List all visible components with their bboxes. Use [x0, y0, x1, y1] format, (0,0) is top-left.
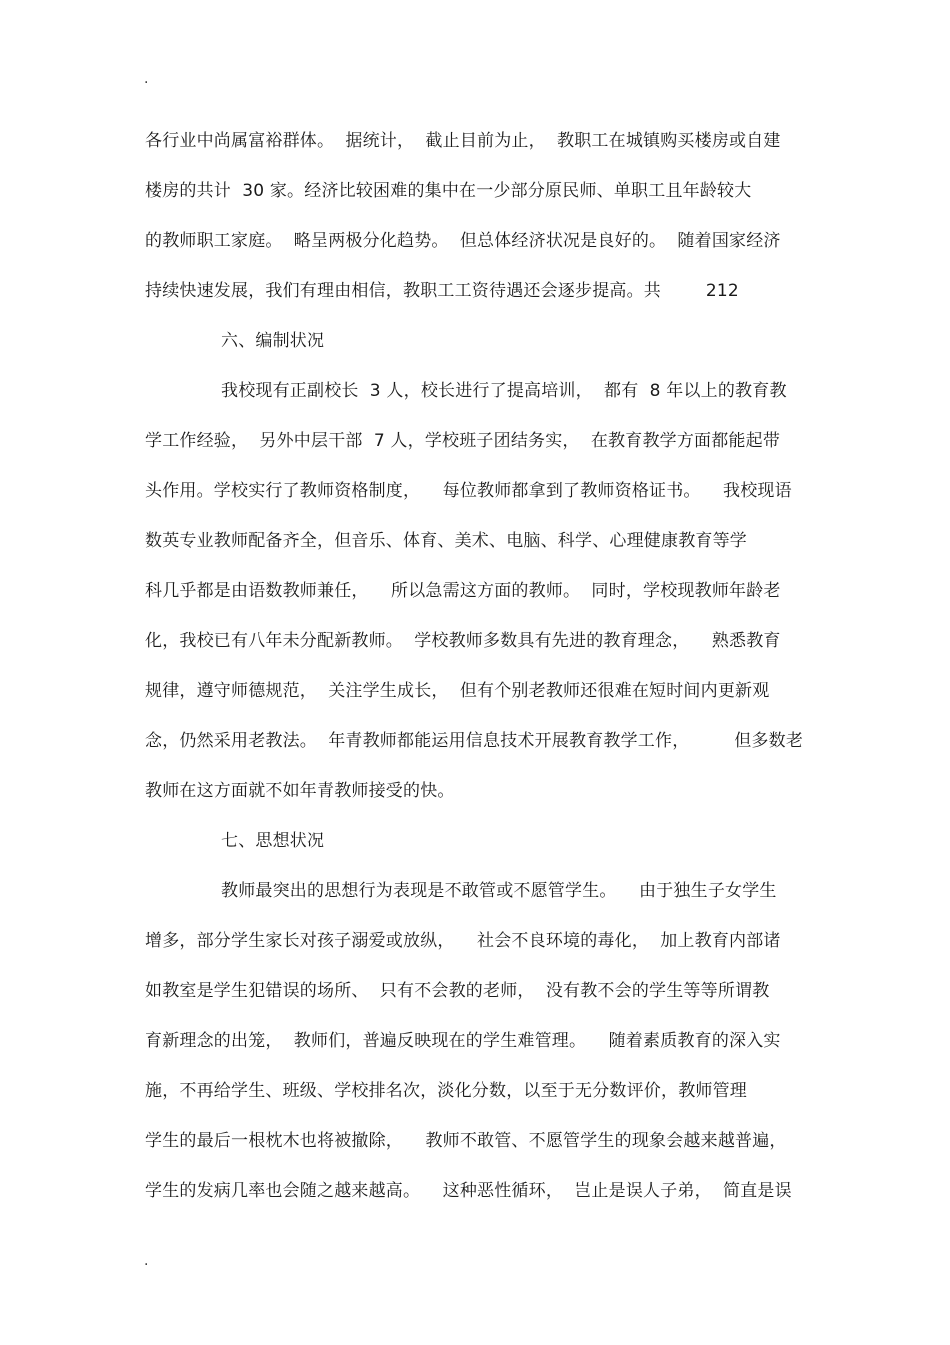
text-line: 科几乎都是由语数教师兼任， 所以急需这方面的教师。 同时，学校现教师年龄老 — [145, 581, 781, 601]
text-line: 头作用。学校实行了教师资格制度， 每位教师都拿到了教师资格证书。 我校现语 — [145, 481, 792, 501]
text-line: 各行业中尚属富裕群体。 据统计， 截止目前为止， 教职工在城镇购买楼房或自建 — [145, 131, 781, 151]
text-line: 教师最突出的思想行为表现是不敢管或不愿管学生。 由于独生子女学生 — [221, 881, 777, 901]
text-line: 楼房的共计 30 家。经济比较困难的集中在一少部分原民师、单职工且年龄较大 — [145, 181, 752, 201]
text-line: 的教师职工家庭。 略呈两极分化趋势。 但总体经济状况是良好的。 随着国家经济 — [145, 231, 781, 251]
text-line: 如教室是学生犯错误的场所、 只有不会教的老师， 没有教不会的学生等等所谓教 — [145, 981, 770, 1001]
text-line: 教师在这方面就不如年青教师接受的快。 — [145, 781, 455, 801]
section-heading: 七、思想状况 — [221, 831, 325, 851]
text-line: 持续快速发展，我们有理由相信，教职工工资待遇还会逐步提高。共 212 — [145, 281, 739, 301]
text-line: 化，我校已有八年未分配新教师。 学校教师多数具有先进的教育理念， 熟悉教育 — [145, 631, 781, 651]
text-line: 学生的发病几率也会随之越来越高。 这种恶性循环， 岂止是误人子弟， 简直是误 — [145, 1181, 792, 1201]
page-top-mark: . — [144, 71, 149, 87]
text-line: 学工作经验， 另外中层干部 7 人，学校班子团结务实， 在教育教学方面都能起带 — [145, 431, 781, 451]
page-bottom-mark: . — [144, 1253, 149, 1269]
text-line: 数英专业教师配备齐全，但音乐、体育、美术、电脑、科学、心理健康教育等学 — [145, 531, 747, 551]
text-line: 增多，部分学生家长对孩子溺爱或放纵， 社会不良环境的毒化， 加上教育内部诸 — [145, 931, 781, 951]
text-line: 育新理念的出笼， 教师们，普遍反映现在的学生难管理。 随着素质教育的深入实 — [145, 1031, 781, 1051]
text-line: 规律，遵守师德规范， 关注学生成长， 但有个别老教师还很难在短时间内更新观 — [145, 681, 770, 701]
text-line: 念，仍然采用老教法。 年青教师都能运用信息技术开展教育教学工作， 但多数老 — [145, 731, 804, 751]
text-line: 我校现有正副校长 3 人，校长进行了提高培训， 都有 8 年以上的教育教 — [221, 381, 787, 401]
section-heading: 六、编制状况 — [221, 331, 325, 351]
text-line: 施，不再给学生、班级、学校排名次，淡化分数，以至于无分数评价，教师管理 — [145, 1081, 747, 1101]
text-line: 学生的最后一根枕木也将被撤除， 教师不敢管、不愿管学生的现象会越来越普遍， — [145, 1131, 787, 1151]
